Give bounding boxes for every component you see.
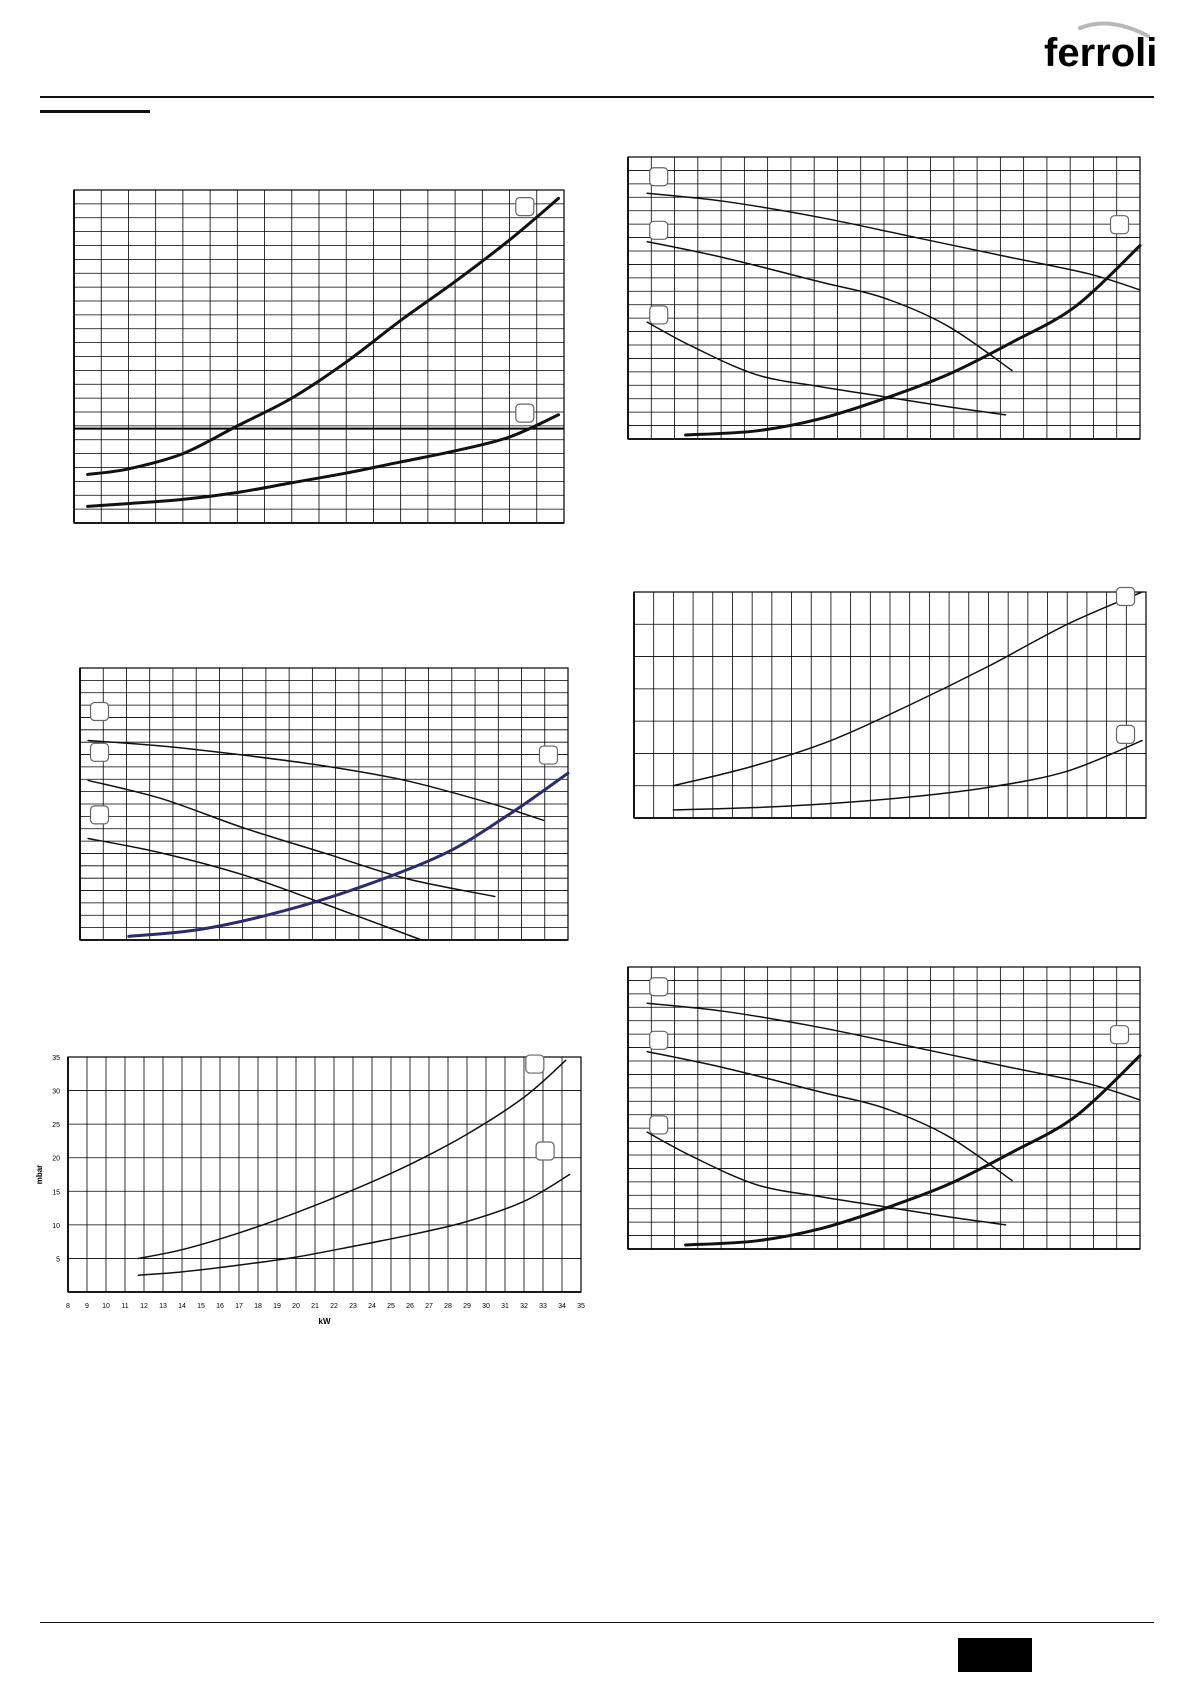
x-tick-label: 30 (482, 1303, 490, 1310)
x-tick-label: 20 (292, 1303, 300, 1310)
x-tick-label: 28 (444, 1303, 452, 1310)
x-tick-label: 21 (311, 1303, 319, 1310)
x-tick-label: 31 (501, 1303, 509, 1310)
x-tick-label: 19 (273, 1303, 281, 1310)
curve-marker-4 (1111, 1026, 1129, 1044)
x-tick-label: 11 (121, 1303, 129, 1310)
x-tick-label: 16 (216, 1303, 224, 1310)
x-tick-label: 24 (368, 1303, 376, 1310)
series-line-4 (686, 1056, 1140, 1245)
x-tick-label: 9 (85, 1303, 89, 1310)
x-tick-label: 33 (539, 1303, 547, 1310)
x-tick-label: 29 (463, 1303, 471, 1310)
y-axis-label: mbar (35, 1164, 44, 1185)
x-tick-label: 34 (558, 1303, 566, 1310)
x-tick-label: 26 (406, 1303, 414, 1310)
x-tick-label: 35 (577, 1303, 585, 1310)
x-tick-label: 13 (159, 1303, 167, 1310)
x-tick-label: 12 (140, 1303, 148, 1310)
y-tick-label: 20 (52, 1155, 60, 1163)
x-tick-label: 14 (178, 1303, 186, 1310)
x-tick-label: 23 (349, 1303, 357, 1310)
y-tick-label: 5 (56, 1256, 60, 1264)
x-tick-label: 17 (235, 1303, 243, 1310)
x-axis-label: kW (318, 1317, 331, 1326)
curve-marker-3 (650, 1116, 668, 1134)
y-tick-label: 25 (52, 1122, 60, 1130)
x-tick-label: 22 (330, 1303, 338, 1310)
y-tick-label: 30 (52, 1088, 60, 1096)
y-tick-label: 15 (52, 1189, 60, 1197)
x-tick-label: 15 (197, 1303, 205, 1310)
x-tick-label: 8 (66, 1303, 70, 1310)
curve-marker-2 (650, 1031, 668, 1049)
series-line-3 (647, 1132, 1005, 1225)
x-tick-label: 25 (387, 1303, 395, 1310)
svg-text:ferroli: ferroli (1044, 31, 1158, 74)
x-tick-label: 32 (520, 1303, 528, 1310)
y-tick-label: 10 (52, 1222, 60, 1230)
x-tick-label: 10 (102, 1303, 110, 1310)
curve-marker-1 (650, 978, 668, 996)
x-tick-label: 18 (254, 1303, 262, 1310)
x-tick-label: 27 (425, 1303, 433, 1310)
y-tick-label: 35 (52, 1055, 60, 1062)
